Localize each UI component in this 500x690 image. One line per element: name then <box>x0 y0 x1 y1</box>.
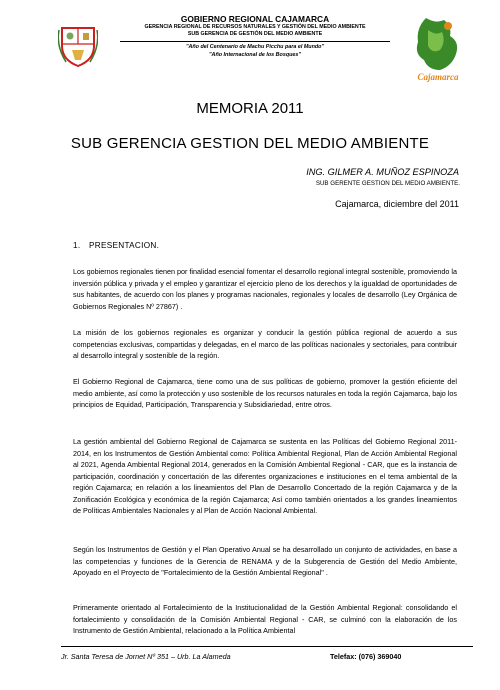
signatory-role: SUB GERENTE GESTION DEL MEDIO AMBIENTE. <box>315 180 460 187</box>
paragraph-6: Primeramente orientado al Fortalecimiento de la Institucionalidad de la Gestión Ambiental Regional: consolidando el fortalecimiento y consolidación de la Comisión Ambiental Regional - CAR, se culminó con la elaboración de los Instrumento de Gestión Ambiental, relacionado a la Política Ambiental <box>73 603 457 635</box>
footer-address: Jr. Santa Teresa de Jornet Nº 351 – Urb. La Alameda <box>61 652 231 661</box>
letterhead <box>0 10 500 90</box>
subdivision-name: SUB GERENCIA DE GESTIÓN DEL MEDIO AMBIENTE <box>187 31 323 37</box>
paragraph-1: Los gobiernos regionales tienen por finalidad esencial fomentar el desarrollo regional integral sostenible, promoviendo la inversión pública y privada y el empleo y garantizar el ejercicio pleno de los derechos y la igualdad de oportunidades de sus habitantes, de acuerdo con los planes y programas nacionales, regionales y locales de desarrollo (Ley Orgánica de Gobiernos Regionales Nº 27867) . <box>73 267 457 311</box>
slogan-year: "Año del Centenario de Machu Picchu para el Mundo" <box>185 44 325 50</box>
slogan-forests: "Año Internacional de los Bosques" <box>209 51 301 58</box>
organization-name: GOBIERNO REGIONAL CAJAMARCA <box>180 14 330 24</box>
footer-phone: Telefax: (076) 369040 <box>330 652 402 661</box>
cajamarca-region-logo <box>406 14 470 84</box>
paragraph-2: La misión de los gobiernos regionales es organizar y conducir la gestión pública regional de acuerdo a sus competencias exclusivas, compartidas y delegadas, en el marco de las políticas nacionales y sectoriales, para contribuir al desarrollo integral y sostenible de la región. <box>73 328 457 360</box>
section-title: PRESENTACION. <box>89 241 160 250</box>
paragraph-3: El Gobierno Regional de Cajamarca, tiene como una de sus políticas de gobierno, promover la gestión eficiente del medio ambiente, así como la protección y uso sostenible de los recursos naturales en toda la región Cajamarca, bajo los principios de Equidad, Participación, Transparencia y Subsidiariedad, entre otros. <box>73 377 457 409</box>
letterhead-text <box>110 14 400 59</box>
place-and-date: Cajamarca, diciembre del 2011 <box>335 199 459 209</box>
department-title: SUB GERENCIA GESTION DEL MEDIO AMBIENTE <box>70 135 430 152</box>
section-heading <box>73 241 159 250</box>
paragraph-4: La gestión ambiental del Gobierno Regional de Cajamarca se sustenta en las Políticas del Gobierno Regional 2011-2014, en los Instrumentos de Gestión Ambiental como: Política Ambiental Regional, Plan de Acción Ambiental Regional al 2021, Agenda Ambiental Regional 2014, generados en la Comisión Ambiental Regional - CAR, que es la instancia de participación, coordinación y concertación de las diferentes organizaciones e instituciones en el tema ambiental de la región Cajamarca; en relación a los lineamientos del Plan de Desarrollo Concertado de la región Cajamarca y de la Zonificación Ecológica y económica de la región Cajamarca; Así como también orientados a los grandes lineamientos de Políticas Ambientales Nacionales y al Plan de Acción Nacional Ambiental. <box>73 437 457 515</box>
division-name: GERENCIA REGIONAL DE RECURSOS NATURALES Y GESTIÓN DEL MEDIO AMBIENTE <box>144 24 366 30</box>
cajamarca-logo-text: Cajamarca <box>417 72 459 82</box>
footer-divider <box>61 646 473 647</box>
peru-coat-of-arms-icon <box>58 24 98 68</box>
paragraph-5: Según los Instrumentos de Gestión y el Plan Operativo Anual se ha desarrollado un conjunto de actividades, en base a las competencias y funciones de la Gerencia de RENAMA y de la Subgerencia de Gestión del Medio Ambiente, Apoyado en el Proyecto de "Fortalecimiento de la Gestión Ambiental Regional" . <box>73 545 457 577</box>
section-number: 1. <box>73 241 81 250</box>
signatory-name: ING. GILMER A. MUÑOZ ESPINOZA <box>306 167 459 177</box>
header-divider <box>120 41 390 42</box>
memoria-title: MEMORIA 2011 <box>196 100 304 117</box>
